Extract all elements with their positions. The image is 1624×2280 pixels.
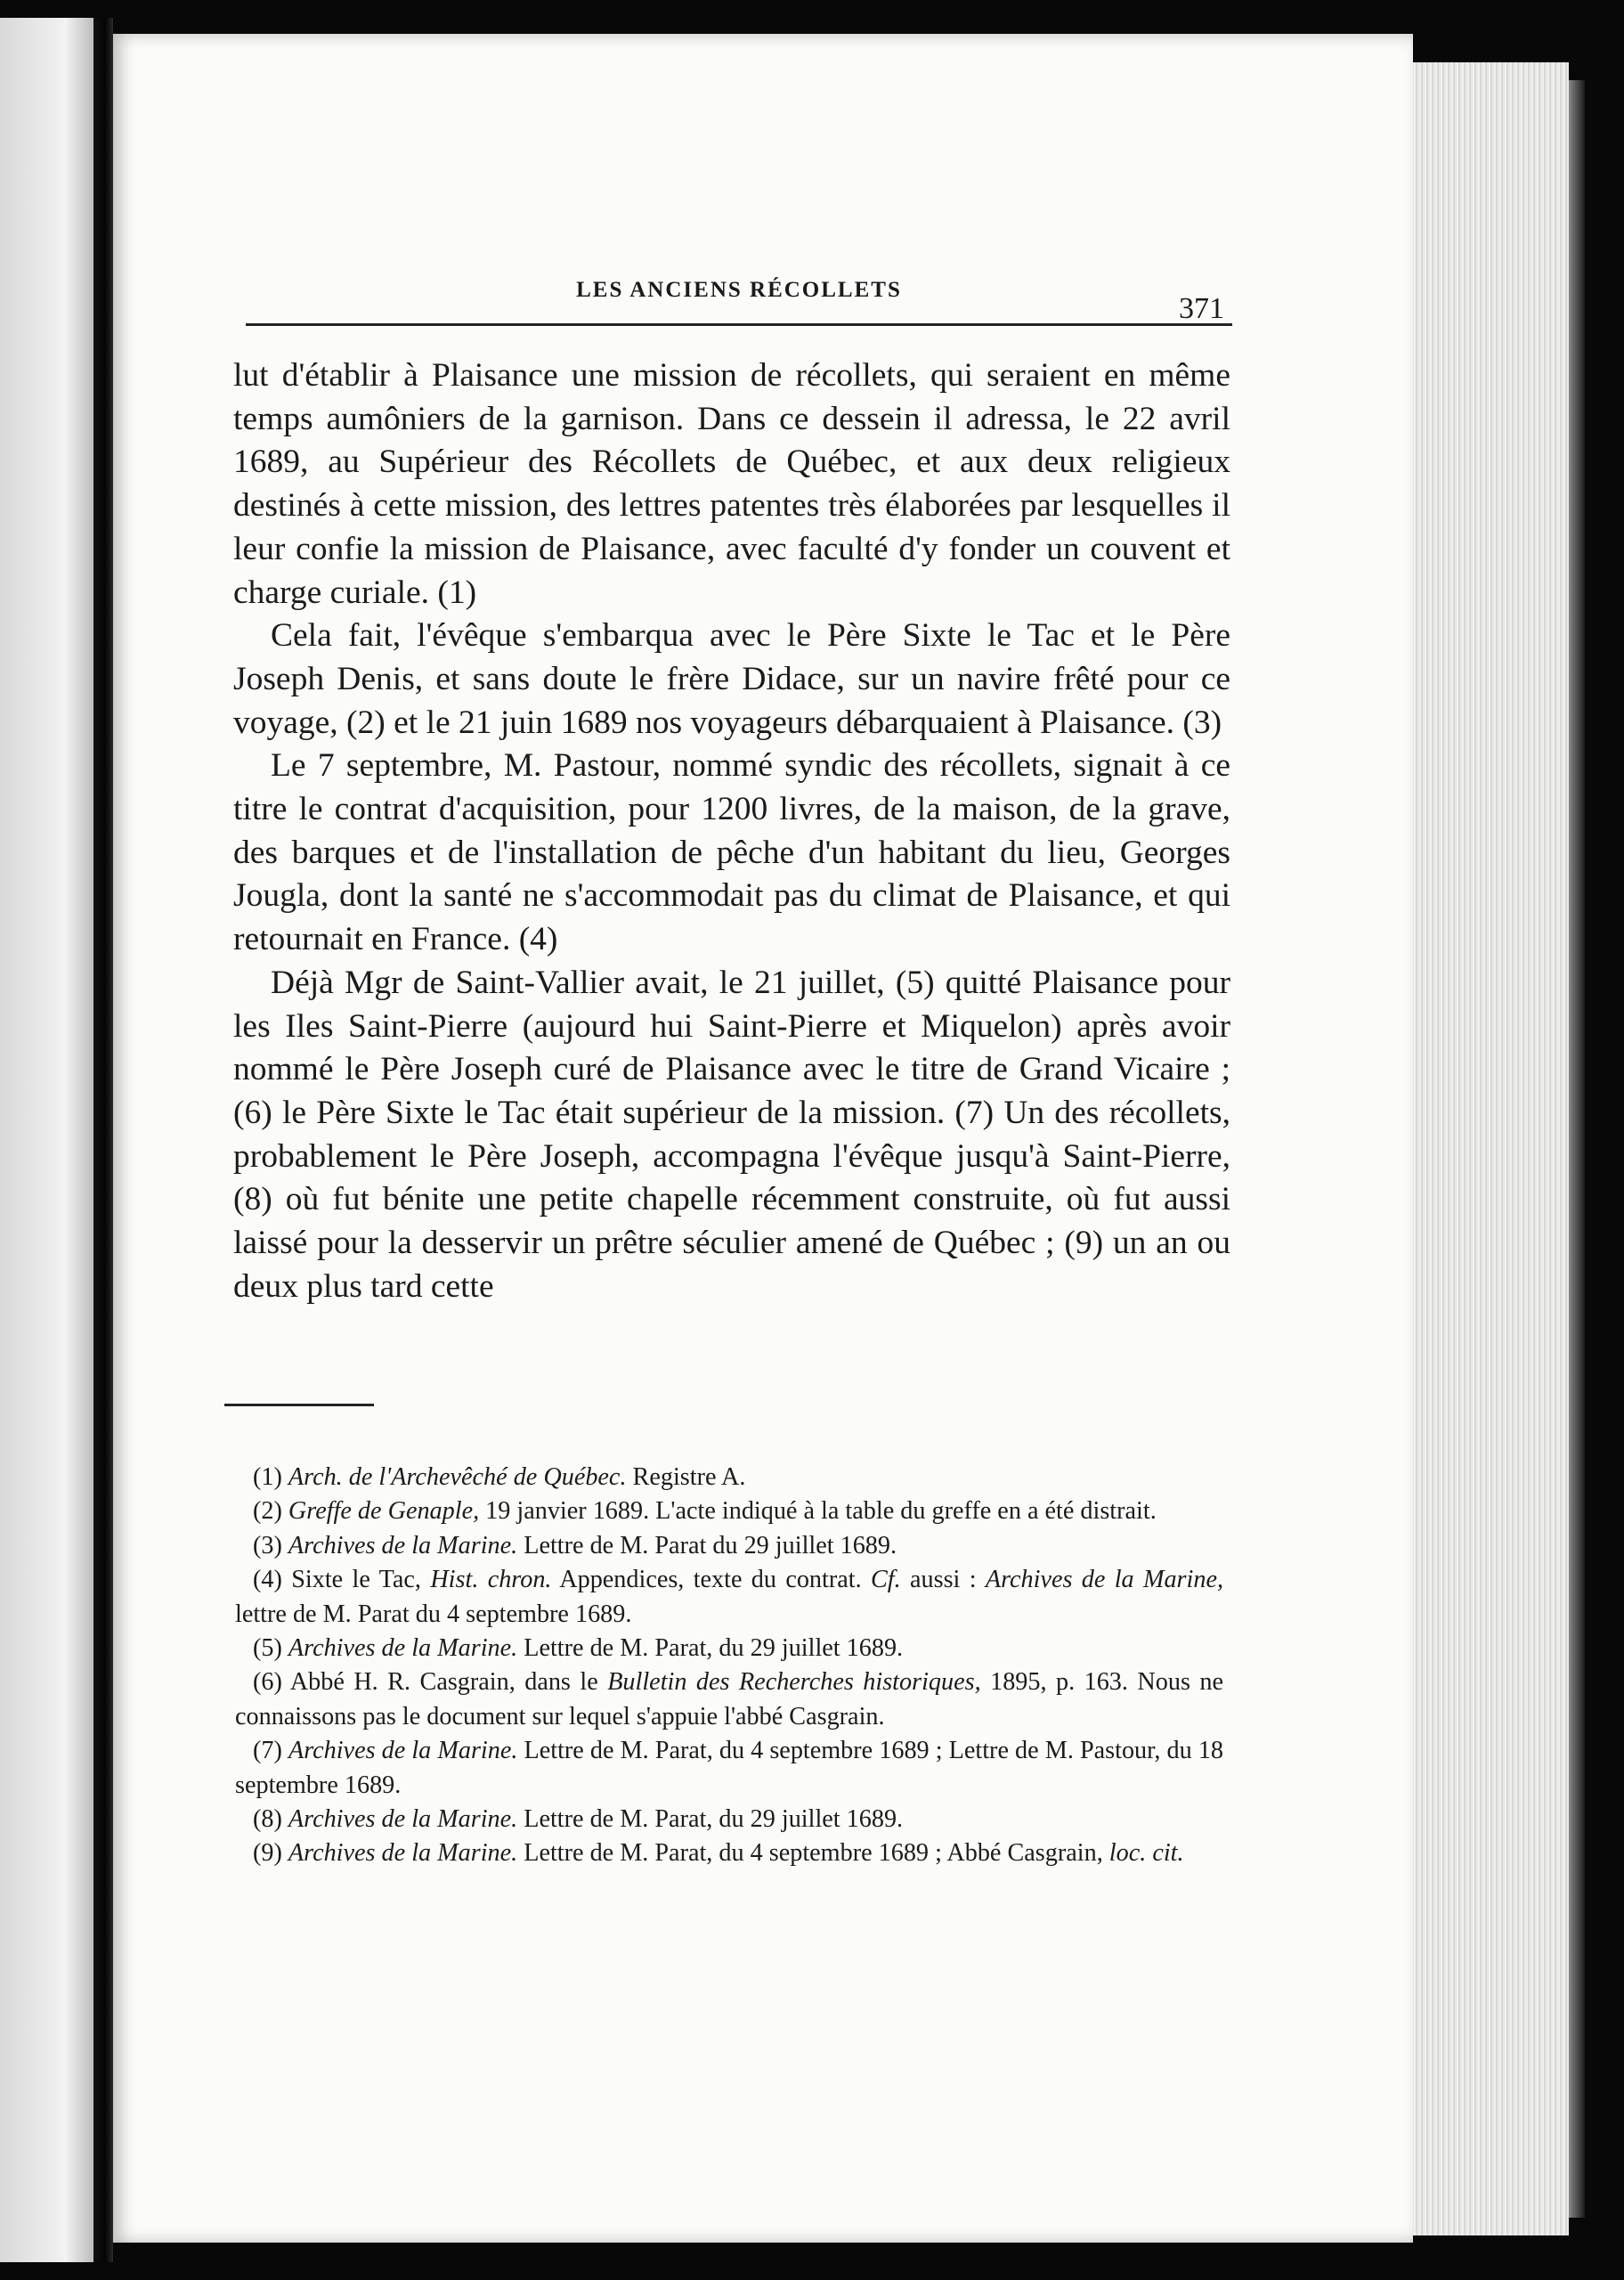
footnote (235, 1734, 1223, 1803)
footnote-title: Hist. chron. (430, 1566, 552, 1594)
footnote-title: Archives de la Marine. (288, 1634, 518, 1663)
footnote-number: (2) (253, 1497, 282, 1526)
footnote (235, 1529, 1223, 1563)
footnote-text: Lettre de M. Parat du 29 juillet 1689. (517, 1531, 897, 1559)
footnote-text: Lettre de M. Parat, du 29 juillet 1689. (517, 1634, 904, 1663)
page-number: 371 (1179, 292, 1224, 325)
footnote-title: Arch. de l'Archevêché de Québec. (288, 1463, 627, 1491)
footnote-number: (7) (253, 1737, 282, 1765)
footnote-title: Archives de la Marine. (288, 1839, 518, 1868)
footnote-number: (9) (253, 1839, 282, 1868)
footnote-text: Appendices, texte du contrat. (551, 1566, 871, 1594)
footnote (235, 1665, 1223, 1734)
footnote-text: lettre de M. Parat du 4 septembre 1689. (235, 1600, 632, 1628)
footnote-number: (3) (253, 1531, 282, 1559)
paragraph: lut d'établir à Plaisance une mission de récollets, qui seraient en même temps aumôniers de la garnison. Dans ce dessein il adressa, le 22 avril 1689, au Supérieur des Récollets de Québec, et aux deux religieux destinés à cette mission, des lettres patentes très élaborées par lesquelles il leur confie la mission de Plaisance, avec faculté d'y fonder un couvent et charge curiale. (1) (233, 357, 1230, 611)
footnote-title: Archives de la Marine. (288, 1805, 518, 1834)
footnote-number: (4) (253, 1566, 282, 1594)
footnote-title: Archives de la Marine, (985, 1566, 1224, 1594)
body-text (233, 354, 1230, 1308)
footnote-title: Bulletin des Recherches historiques, (607, 1668, 981, 1697)
footnote-text: Lettre de M. Parat, du 29 juillet 1689. (517, 1805, 904, 1834)
left-page-edge (0, 18, 93, 2262)
footnote-number: (8) (253, 1805, 282, 1834)
footnote-title: Archives de la Marine. (288, 1737, 518, 1765)
footnote (235, 1803, 1223, 1836)
footnote-text: Sixte le Tac, (291, 1566, 431, 1594)
header-rule (246, 323, 1232, 326)
footnote-text: aussi : (900, 1566, 986, 1594)
footnote-text: 19 janvier 1689. L'acte indiqué à la table du greffe en a été distrait. (479, 1497, 1157, 1526)
footnotes (235, 1461, 1223, 1871)
footnote-number: (5) (253, 1634, 282, 1663)
footnote-text: Abbé H. R. Casgrain, dans le (289, 1668, 608, 1697)
page-stack-shadow (1569, 80, 1585, 2218)
footnote-number: (6) (253, 1668, 282, 1697)
paragraph: Déjà Mgr de Saint-Vallier avait, le 21 juillet, (5) quitté Plaisance pour les Iles Saint-Pierre (aujourd hui Saint-Pierre et Miquelon) après avoir nommé le Père Joseph curé de Plaisance avec le titre de Grand Vicaire ; (6) le Père Sixte le Tac était supérieur de la mission. (7) Un des récollets, probablement le Père Joseph, accompagna l'évêque jusqu'à Saint-Pierre, (8) où fut bénite une petite chapelle récemment construite, où fut aussi laissé pour la desservir un prêtre séculier amené de Québec ; (9) un an ou deux plus tard cette (233, 964, 1230, 1305)
paragraph: Le 7 septembre, M. Pastour, nommé syndic des récollets, signait à ce titre le contrat d'acquisition, pour 1200 livres, de la maison, de la grave, des barques et de l'installation de pêche d'un habitant du lieu, Georges Jougla, dont la santé ne s'accommodait pas du climat de Plaisance, et qui retournait en France. (4) (233, 747, 1230, 958)
footnote (235, 1632, 1223, 1665)
footnote-title: Cf. (870, 1566, 901, 1594)
footnote (235, 1494, 1223, 1528)
page-stack-edge (1413, 62, 1569, 2235)
footnote-title: Archives de la Marine. (288, 1531, 518, 1559)
footnote-title: Greffe de Genaple, (288, 1497, 480, 1526)
footnote-title: loc. cit. (1108, 1839, 1184, 1868)
paragraph: Cela fait, l'évêque s'embarqua avec le Père Sixte le Tac et le Père Joseph Denis, et sans doute le frère Didace, sur un navire frêté pour ce voyage, (2) et le 21 juin 1689 nos voyageurs débarquaient à Plaisance. (3) (233, 617, 1230, 741)
footnote (235, 1836, 1223, 1870)
footnote (235, 1461, 1223, 1494)
running-head: LES ANCIENS RÉCOLLETS (576, 278, 902, 302)
book-gutter (93, 18, 113, 2262)
footnote-text: Lettre de M. Parat, du 4 septembre 1689 ; Abbé Casgrain, (517, 1839, 1109, 1868)
footnote-text: Lettre de M. Parat, du 4 septembre 1689 ; Lettre de M. Pastour, du 18 septembre 1689. (235, 1737, 1224, 1799)
footnote-text: 1895, p. 163. Nous ne connaissons pas le document sur lequel s'appuie l'abbé Casgrain. (235, 1668, 1223, 1730)
footnote (235, 1563, 1223, 1632)
footnote-number: (1) (253, 1463, 282, 1491)
footnote-separator (224, 1404, 374, 1406)
footnote-text: Registre A. (626, 1463, 746, 1491)
